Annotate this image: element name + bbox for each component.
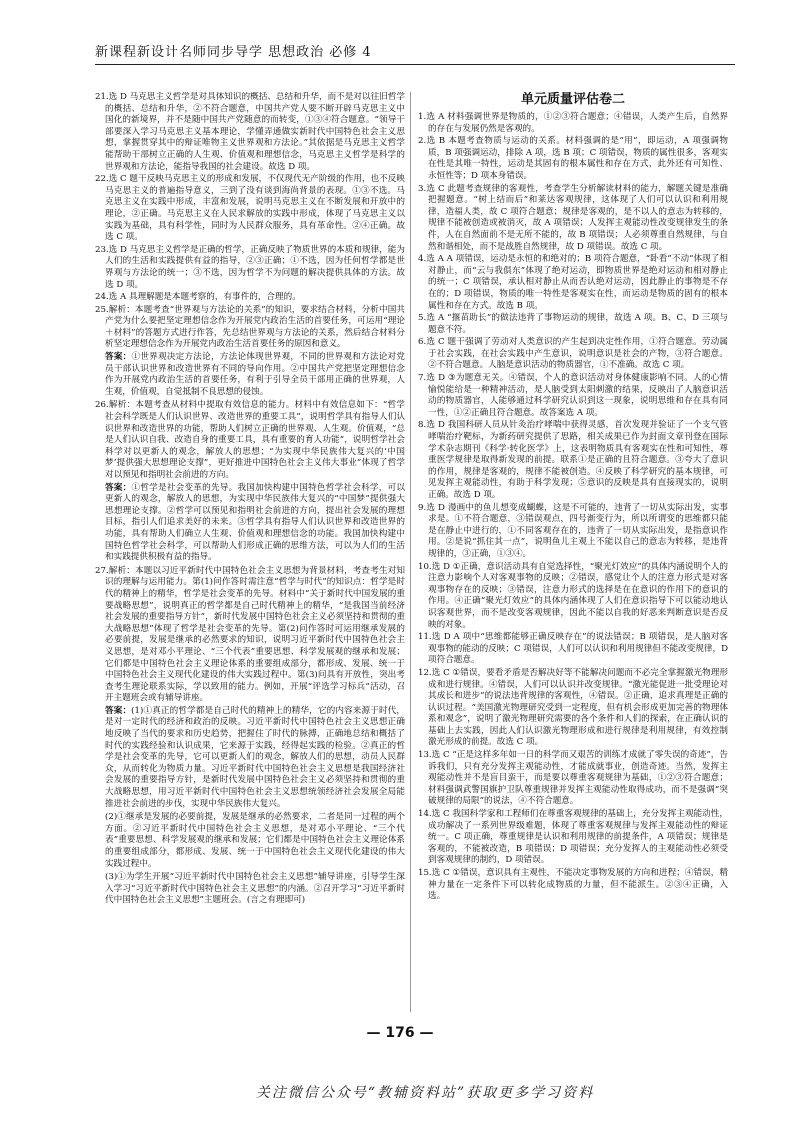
answer-item bbox=[418, 868, 728, 903]
item-number: 15. bbox=[418, 868, 432, 878]
left-column bbox=[95, 92, 405, 1012]
item-text: 选 D 马克思主义哲学是对具体知识的概括、总结和升华，而不是对以往旧哲学的概括、总结和升华，②不符合题意，中国共产党人要不断开辟马克思主义中国化的新境界，并不是随中国共产党随意的而转变，①③④符合题意。“领导干部要深入学习马克思主义基本理论，学懂弄通做实新时代中国特色社会主义思想，掌握贯穿其中的辩证唯物主义世界观和方法论。”其依据是马克思主义哲学能帮助干部树立正确的人生观、价值观和理想信念，马克思主义哲学是科学的世界观和方法论，能指导我国的社会建设。故选 D 项。 bbox=[105, 92, 405, 172]
item-number: 7. bbox=[418, 373, 427, 384]
item-text: 选 D ①正确，意识活动具有自觉选择性，“聚光灯效应”的具体内涵说明个人的注意力影响个人对客观事物的反映；②错误，感觉让个人的注意力形式是对客观事物存在的反映；③错误，注意力形式的选择是在在意识的作用下的意识的作用。④正确“聚光灯效应”的具体内涵体现了人们在意识指导下可以能动地认识客观世界，而不是改变客观规律，因此不能以自我的好恶来判断意识是否反映的对象。 bbox=[428, 561, 728, 630]
answer-item bbox=[95, 174, 405, 244]
item-number: 8. bbox=[418, 420, 427, 431]
answer-item bbox=[95, 812, 405, 870]
answer-item bbox=[95, 292, 405, 304]
item-number: 21. bbox=[95, 92, 109, 102]
answer-tag: 答案： bbox=[105, 352, 132, 363]
item-text: (3)①为学生开展“习近平新时代中国特色社会主义思想”辅导讲座，引导学生深入学习“习近平新时代中国特色社会主义思想”的内涵。②召开学习“习近平新时代中国特色社会主义思想”主题班会。(言之有理即可) bbox=[105, 872, 405, 906]
item-text: ①哲学是社会变革的先导。我国加快构建中国特色哲学社会科学，可以更新人的观念，解放人的思想，为实现中华民族伟大复兴的“中国梦”提供强大思想理论支撑。②哲学可以预见和指明社会前进的方向，提出社会发展的理想目标，指引人们追求美好的未来。③哲学具有指导人们认识世界和改造世界的功能，具有帮助人们确立人生观、价值观和理想信念的功能。我国加快构建中国特色哲学社会科学，可以帮助人们形成正确的思维方法，可以为人们的生活和实践提供积极有益的指导。 bbox=[105, 482, 405, 563]
item-text: 选 C 我国科学家和工程师们在尊重客观规律的基础上，充分发挥主观能动性，成功解决了一系列世界级难题，体现了尊重客观规律与发挥主观能动性的辩证统一。C 项正确，尊重规律是认识和利用规律的前提条件，A 项错误；规律是客观的，不能被改造，B 项错误；D 项错误；充分发挥人的主观能动性必须受到客观规律的制约，D 项错误。 bbox=[428, 809, 728, 866]
answer-item bbox=[418, 562, 728, 632]
answer-item bbox=[418, 632, 728, 667]
item-text: 选 A A 项错误，运动是永恒的和绝对的；B 项符合题意，“卧看”不动“体现了相对静止，而“云与我俱东”体现了绝对运动，即物质世界是绝对运动和相对静止的统一；C 项错误，承认相对静止从而否认绝对运动，因此静止的事物是不存在的；D 项错误，物质的唯一特性是客观实在性，而运动是物质的固有的根本属性和存在方式。故选 B 项。 bbox=[426, 254, 728, 311]
answer-item bbox=[418, 112, 728, 135]
item-text: (2)①继承是发展的必要前提，发展是继承的必然要求，二者是同一过程的两个方面。②习近平新时代中国特色社会主义思想，是对邓小平理论、“三个代表”重要思想、科学发展观的继承和发展；它们都是中国特色社会主义理论体系的重要组成部分，都形成、发展、统一于中国特色社会主义现代化建设的伟大实践过程中。 bbox=[105, 812, 405, 869]
answer-item bbox=[95, 305, 405, 351]
item-text: 选 C “正是这样多年如一日的科学而又艰苦的训练才成就了零失误的奇迹”，告诉我们，只有充分发挥主观能动性，才能成就事业，创造奇迹。当然，发挥主观能动性并不是盲目蛮干，而是要以尊重客观规律为基础，①②③符合题意；材料强调武警国旗护卫队尊重规律并发挥主观能动性取得成功，而不是强调“突破规律的局限”的说法，④不符合题意。 bbox=[428, 750, 728, 807]
item-text: ①世界观决定方法论，方法论体现世界观，不同的世界观和方法论对党员干部认识世界和改造世界有不同的导向作用。②中国共产党把坚定理想信念作为开展党内政治生活的首要任务，有利于引导全员干部用正确的世界观，人生观，价值观，自觉抵制不良思想的侵蚀。 bbox=[105, 352, 405, 397]
item-number: 11. bbox=[418, 632, 432, 643]
item-text: 选 C 题干强调了劳动对人类意识的产生起到决定性作用，①符合题意。劳动属于社会实践，在社会实践中产生意识，说明意识是社会的产物，③符合题意。②不符合题意。人脑是意识活动的物质器官，①不准确。故选 C 项。 bbox=[426, 337, 728, 371]
item-number: 26. bbox=[95, 400, 109, 411]
answer-item bbox=[95, 352, 405, 398]
answer-item bbox=[95, 92, 405, 173]
answer-item bbox=[95, 872, 405, 907]
item-text: 选 D ③为题意无关。④错误，个人的意识活动对身体健康影响不同。人的心情愉悦能给是一种精神活动，是人脑受到太阳刺激的结果，反映出了人脑意识活动的物质器官，人能够通过科学研究认识到这一现象，说明思维和存在具有同一性，①②正确且符合题意。故答案选 A 项。 bbox=[426, 373, 728, 418]
answer-item bbox=[418, 750, 728, 808]
item-number: 25. bbox=[95, 304, 109, 315]
item-text: 选 A “揠苗助长”的做法违背了事物运动的规律，故选 A 项。B、C、D 三项与题意不符。 bbox=[426, 313, 728, 335]
answer-item bbox=[418, 809, 728, 867]
item-number: 13. bbox=[418, 750, 432, 761]
footer-note: 关注微信公众号“教辅资料站”获取更多学习资料 bbox=[255, 1085, 595, 1101]
item-text: 选 D 我国科研人员从针灸治疗哮喘中获得灵感，首次发现并验证了一个支气管哮喘治疗靶标，为新药研究提供了思路，相关成果已作为封面文章刊登在国际学术杂志期刊《科学·转化医学》上，这表明物质具有客观实在性和可知性，尊重医学规律是取得新发现的前提。联系①是正确的且符合题意。③夸大了意识的作用，规律是客观的，规律不能被创造。④反映了科学研究的基本规律，可见发挥主观能动性，有助于科学发现；⑤意识的反映是具有直接现实的，说明正确。故选 D 项。 bbox=[426, 420, 728, 500]
item-number: 2. bbox=[418, 136, 427, 147]
item-text: (1)①真正的哲学都是自己时代的精神上的精华，它的内容来源于时代，是对一定时代的经济和政治的反映。习近平新时代中国特色社会主义思想正确地反映了当代的要求和历史趋势，把握住了时代的脉搏，正确地总结和概括了时代的实践经验和认识成果，它来源于实践，经得起实践的检验。②真正的哲学是社会变革的先导，它可以更新人们的观念，解放人们的思想，动员人民群众，从而转化为物质力量。习近平新时代中国特色社会主义思想是我国经济社会发展的重要指导方针，是新时代发展中国特色社会主义必须坚持和贯彻的重大战略思想，用习近平新时代中国特色社会主义思想统领经济社会发展全局能推进社会前进的步伐，实现中华民族伟大复兴。 bbox=[105, 705, 405, 809]
item-text: 选 A 具理解题是本题考察的，有事件的，合理的。 bbox=[108, 292, 301, 303]
header-title: 新课程新设计名师同步导学 思想政治 必修 4 bbox=[95, 45, 372, 60]
answer-item bbox=[418, 313, 728, 336]
item-number: 12. bbox=[418, 667, 432, 678]
item-number: 4. bbox=[418, 254, 427, 265]
answer-item bbox=[418, 184, 728, 254]
item-number: 9. bbox=[418, 502, 427, 513]
answer-item bbox=[95, 706, 405, 810]
answer-item bbox=[418, 420, 728, 501]
item-number: 14. bbox=[418, 809, 432, 820]
section-title: 单元质量评估卷二 bbox=[520, 92, 625, 107]
item-text: 选 A 材料强调世界是物质的，①②③符合题意；④错误，人类产生后，自然界的存在与发展仍然是客观的。 bbox=[426, 112, 728, 134]
page-number: — 176 — bbox=[366, 1025, 434, 1041]
item-number: 27. bbox=[95, 565, 109, 576]
answer-item bbox=[418, 373, 728, 419]
item-number: 22. bbox=[95, 174, 109, 185]
item-text: 选 D 马克思主义哲学是正确的哲学，正确反映了物质世界的本质和规律，能为人们的生活和实践提供有益的指导，②③正确；①不选，因为任何哲学都是世界观与方法论的统一；③不选，因为哲学不为问题的解决提供具体的方法。故选 D 项。 bbox=[105, 244, 405, 290]
answer-item bbox=[95, 483, 405, 564]
item-number: 3. bbox=[418, 183, 427, 194]
answer-tag: 答案： bbox=[105, 705, 132, 716]
page-header bbox=[95, 42, 735, 65]
item-text: 选 D A 项中“思维都能够正确反映存在”的说法错误；B 项错误，是人脑对客观事物的能动的反映；C 项错误，人们可以认识和利用规律但不能改变规律，D 项符合题意。 bbox=[428, 632, 728, 666]
item-number: 23. bbox=[95, 244, 109, 255]
item-text: 解析：本题以习近平新时代中国特色社会主义思想为背景材料，考查考生对知识的理解与运用能力。第(1)问作答时需注意“哲学与时代”的知识点：哲学是时代的精神上的精华，哲学是社会变革的先导。材料中“关于新时代中国发展的重要战略思想”，说明真正的哲学都是自己时代精神上的精华，“是我国当前经济社会发展的重要指导方针”，新时代发展中国特色社会主义必须坚持和贯彻的重大战略思想”体现了哲学是社会变革的先导。第(2)问作答时可运用继承发展的必要前提，发展是继承的必然要求的知识，说明习近平新时代中国特色社会主义思想，是对邓小平理论、“三个代表”重要思想、科学发展观的继承和发展；它们都是中国特色社会主义理论体系的重要组成部分，都形成、发展、统一于中国特色社会主义现代化建设的伟大实践过程中。第(3)问具有开放性，突出考查考生理论联系实际，学以致用的能力。例如，开展“评选学习标兵”活动，召开主题班会或有辅导讲座。 bbox=[105, 565, 405, 704]
item-text: 解析：本题考查“世界观与方法论的关系”的知识，要求结合材料，分析中国共产党为什么要把坚定理想信念作为开展党内政治生活的首要任务，可运用“理论＋材料”的答题方式进行作答，先总结世界观与方法论的关系，然后结合材料分析坚定理想信念作为开展党内政治生活首要任务的原因和意义。 bbox=[105, 304, 405, 350]
item-text: 选 D 漫画中的鱼儿想变成蝴蝶，这是不可能的，违背了一切从实际出发，实事求是。①不符合题意，③错误观点，四号渐变行为，所以所谓变的思维都只能是在静止中进行的，①不同客观存在的，违背了一切从实际出发，是指意识作用。②是说“抓住其一点”，说明鱼儿主观上不能以自己的意志为转移，是违背规律的，③正确，①③④。 bbox=[426, 502, 728, 559]
item-number: 1. bbox=[418, 112, 427, 122]
item-text: 选 C 此题考查规律的客观性，考查学生分析解读材料的能力，解题关键是准确把握题意。“树上结而后”和莱达客观规律，这体现了人们可以认识和利用规律，造福人类，故 C 项符合题意；规律是客观的，是不以人的意志为转移的，规律不能被创造或被消灭，故 A 项错误；人发挥主观能动性改变规律发生的条件，人在自然面前不是无所不能的，故 B 项错误；人必须尊重自然规律，与自然和谐相处，而不是战胜自然规律，故 D 项错误。故选 C 项。 bbox=[426, 183, 728, 252]
item-text: 选 C 题干反映马克思主义的形成和发展，不仅现代无产阶级的作用，也不反映马克思主义的普遍指导意义，三到了没有谈到海尚背景的表现。①③不选。马克思主义在实践中形成，丰富和发展，说明马克思主义在不断发展和开放中的理论，②正确。马克思主义在人民求解放的实践中形成，体现了马克思主义以实践为基础，具有科学性，同时为人民群众服务，具有革命性。②④正确。故选 C 项。 bbox=[105, 174, 405, 243]
item-number: 10. bbox=[418, 561, 432, 572]
item-number: 24. bbox=[95, 292, 109, 303]
item-text: 选 C ①错误，要看矛盾是否解决好等不能解决问题而不必完全掌握激光物理形成和进行规律。④错误，人们可以认识并改变规律。“激光能促进一批受理论对其成长和进步”的说法违背规律的客观性，④错误。②正确，追求真理是正确的认识过程。“美国激光物理研究受到一定程度，但有机会形成更加完善的物理体系和观念”，说明了激光物理研究需要的各个条件和人们的探索，在正确认识的基础上去实践，因此人们认识激光物理形成和进行规律是利用规律，有效控制激光形成的前提。故选 C 项。 bbox=[428, 667, 728, 748]
answer-item bbox=[418, 254, 728, 312]
item-text: 选 B 本题考查物质与运动的关系。材料强调的是“用”，即运动，A 项强调物质，B 项强调运动，排除 A 项，选 B 项；C 项错误，物质的属性很多，客观实在性是其唯一特性，运动是其固有的根本属性和存在方式，此外还有可知性、永恒性等；D 项本身错误。 bbox=[426, 136, 728, 181]
answer-item bbox=[418, 136, 728, 182]
answer-item bbox=[418, 337, 728, 372]
answer-item bbox=[95, 400, 405, 481]
answer-item bbox=[95, 566, 405, 705]
item-number: 6. bbox=[418, 337, 427, 348]
item-text: 解析：本题考查从材料中提取有效信息的能力。材料中有效信息如下：“哲学社会科学既是人们认识世界、改造世界的重要工具”，说明哲学具有指导人们认识世界和改造世界的功能，帮助人们树立正确的世界观、人生观。价值观，“总是人们认识自我、改造自身的重要工具，具有重要的育人功能”，说明哲学社会科学对以更新人的观念，解放人的思想；“为实现中华民族伟大复兴的‘中国梦’提供强大思想理论支撑”，更好推进中国特色社会主义伟大事业”体现了哲学对以预见和指明社会前进的方向。 bbox=[105, 400, 405, 480]
answer-item bbox=[418, 668, 728, 749]
right-column bbox=[418, 92, 728, 1012]
column-divider bbox=[410, 92, 411, 1012]
answer-item bbox=[95, 245, 405, 291]
item-number: 5. bbox=[418, 313, 427, 324]
answer-item bbox=[418, 503, 728, 561]
answer-tag: 答案： bbox=[105, 482, 132, 493]
item-text: 选 C ①错误，意识具有主观性，不能决定事物发展的方向和进程；④错误，精神力量在一定条件下可以转化成物质的力量，但不能派生。②③④正确，入选。 bbox=[428, 868, 728, 902]
